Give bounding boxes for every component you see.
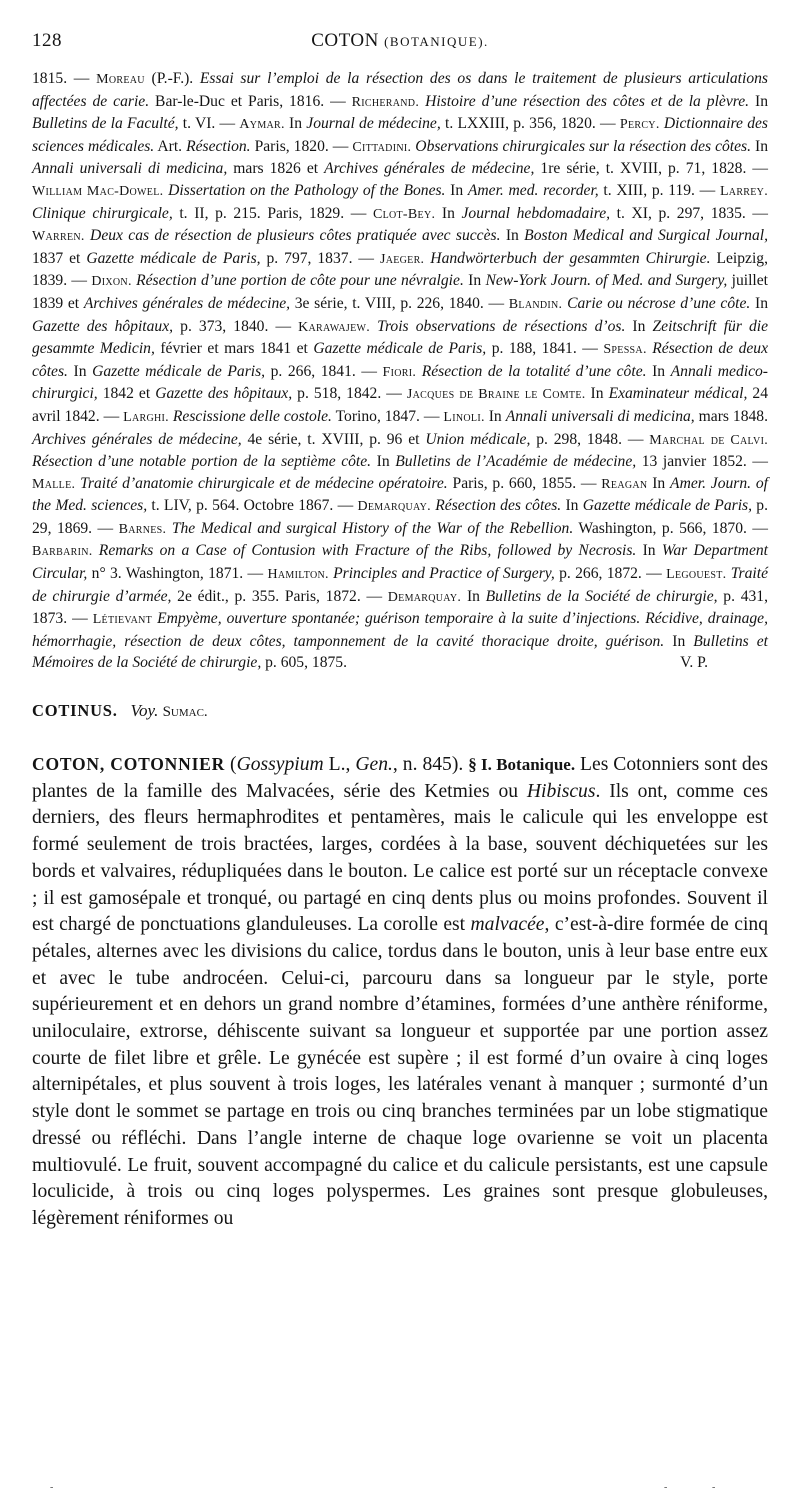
- print-mark: -: [712, 1482, 716, 1493]
- article-body: [32, 751, 768, 1233]
- bib-title: Deux cas de résection de plusieurs côtes pratiquée avec succès.: [84, 227, 501, 245]
- bib-author: William Mac-Dowel.: [32, 183, 164, 199]
- bib-text: mars 1826 et: [227, 160, 325, 178]
- bib-title: Union médicale,: [425, 430, 531, 448]
- bib-author: Linoli.: [443, 409, 485, 425]
- bib-title: Annali universali di medicina,: [505, 407, 695, 425]
- bib-text: In: [500, 227, 525, 245]
- bib-author: Spessa.: [603, 342, 647, 358]
- bib-title: Gazette des hôpitaux,: [32, 317, 174, 335]
- bib-title: Empyème, ouverture spontanée; guérison temporaire à la suite d’injections. Récidive, drainage, hémorrhagie, résection de deux côtes, tamponnement de la cavité thoracique droite, guérison.: [32, 610, 769, 650]
- bib-author: Legouest.: [666, 567, 727, 583]
- bib-text: Paris, 1820. —: [250, 137, 353, 155]
- bib-text: In: [664, 632, 694, 650]
- bib-title: Amer. med. recorder,: [467, 181, 599, 199]
- section-title: § I. Botanique.: [468, 755, 576, 775]
- bib-title: Examinateur médical,: [608, 385, 748, 403]
- bib-text: 2e édit., p. 355. Paris, 1872. —: [171, 587, 388, 605]
- bib-text: t. XIII, p. 119. —: [598, 181, 720, 199]
- bib-title: Gazette médicale de Paris,: [92, 362, 266, 380]
- bib-title: Traité de chirurgie d’armée,: [32, 565, 769, 605]
- bib-text: 3e série, t. VIII, p. 226, 1840. —: [290, 294, 509, 312]
- bib-title: War Department Circular,: [32, 542, 768, 583]
- bib-text: In: [284, 115, 307, 133]
- bib-author: Jaeger.: [379, 251, 425, 267]
- bib-title: Résection de la totalité d’une côte.: [416, 362, 647, 380]
- bib-title: Histoire d’une résection des côtes et de la plèvre.: [419, 92, 750, 110]
- body-text: Les Cotonniers sont des plantes de la famille des Malvacées, série des Ketmies ou: [32, 754, 768, 802]
- bib-title: Archives générales de médecine,: [324, 160, 535, 178]
- bib-title: Archives générales de médecine,: [32, 430, 242, 448]
- bib-text: Art.: [154, 137, 187, 155]
- bib-text: t. LXXIII, p. 356, 1820. —: [440, 115, 620, 133]
- running-head: [32, 30, 768, 52]
- bib-title: Annali universali di medicina,: [32, 160, 228, 178]
- print-mark: -: [50, 1482, 54, 1493]
- bib-author: Richerand.: [351, 94, 420, 110]
- genus-name: Hibiscus: [526, 780, 596, 802]
- bib-text: In: [484, 407, 506, 425]
- running-title: COTON: [311, 30, 379, 51]
- bib-text: In: [463, 272, 486, 290]
- page-footer-marks: [32, 1482, 768, 1494]
- bib-author: Hamilton.: [267, 567, 329, 583]
- bib-text: 24 avril 1842. —: [32, 385, 769, 425]
- bib-text: t. VI. —: [178, 115, 240, 133]
- bib-author: Fiori.: [382, 364, 417, 380]
- bib-text: p. 266, 1872. —: [554, 565, 667, 583]
- bib-text: p. 373, 1840. —: [173, 317, 299, 335]
- bib-text: In: [647, 474, 671, 492]
- bib-text: p. 431, 1873. —: [32, 587, 768, 628]
- bib-text: In: [561, 497, 583, 515]
- bib-text: p. 29, 1869. —: [32, 497, 768, 537]
- bib-text: Paris, p. 660, 1855. —: [447, 474, 602, 492]
- bib-title: Amer. Journ. of the Med. sciences,: [32, 474, 769, 515]
- bib-author: Moreau: [96, 72, 145, 87]
- bib-author: Warren.: [32, 229, 85, 245]
- bib-author: Jacques de Braine le Comte.: [406, 387, 586, 403]
- bib-text: p. 266, 1841. —: [265, 362, 383, 380]
- bib-text: t. LIV, p. 564. Octobre 1867. —: [147, 497, 358, 515]
- bib-title: Essai sur l’emploi de la résection des os dans le traitement de plusieurs articulations affectées de carie.: [32, 70, 768, 110]
- bib-title: Gazette médicale de Paris,: [86, 249, 261, 267]
- bibliography-block: [32, 68, 768, 674]
- bib-text: (P.-F.).: [144, 70, 200, 87]
- bib-author: Barbarin.: [32, 544, 93, 560]
- body-text: . Ils ont, comme ces derniers, des fleurs hermaphrodites et pentamères, mais le calicule qui les enveloppe est formé seulement de trois bractées, larges, cordées à la base, souvent déchiquetées sur les bords et valvaires, rédupliquées dans le bouton. Le calice est porté sur un réceptacle convexe ; il est gamosépale et tronqué, ou partagé en cinq dents plus ou moins profondes. Souvent il est chargé de ponctuations glanduleuses. La corolle est: [32, 780, 768, 936]
- emphasis-term: malvacée: [470, 914, 545, 936]
- bib-author: Percy.: [619, 117, 660, 133]
- bib-title: Handwörterbuch der gesammten Chirurgie.: [424, 249, 711, 267]
- bib-author: Clot-Bey.: [372, 206, 436, 222]
- bib-text: In: [67, 362, 93, 380]
- bib-title: Résection de deux côtes.: [32, 340, 769, 380]
- bib-author: Aymar.: [239, 117, 285, 133]
- bib-text: p. 605, 1875.: [261, 654, 347, 672]
- bib-author: Malle.: [32, 476, 76, 492]
- bib-text: t. II, p. 215. Paris, 1829. —: [172, 204, 373, 222]
- cross-reference-target: Sumac.: [162, 704, 208, 721]
- bib-title: Clinique chirurgicale,: [32, 204, 173, 222]
- bib-text: p. 298, 1848. —: [530, 430, 650, 448]
- body-text: , n. 845).: [392, 754, 469, 776]
- bib-text: Bar-le-Duc et Paris, 1816. —: [149, 92, 352, 110]
- bib-title: Journal hebdomadaire,: [461, 204, 611, 222]
- body-text: (: [225, 754, 237, 776]
- bib-text: Washington, p. 566, 1870. —: [573, 519, 768, 537]
- bib-text: 1815. —: [32, 70, 97, 87]
- cross-reference-label: Voy.: [130, 701, 159, 721]
- bib-title: Résection des côtes.: [430, 497, 562, 515]
- bib-text: février et mars 1841 et: [154, 340, 314, 358]
- bib-title: Bulletins de la Société de chirurgie,: [485, 587, 718, 605]
- cross-reference-entry: [32, 700, 768, 723]
- bib-text: mars 1848.: [694, 407, 768, 425]
- bib-title: Carie ou nécrose d’une côte.: [562, 294, 751, 312]
- genus-name: Gossypium: [236, 754, 324, 776]
- bib-text: Torino, 1847. —: [331, 407, 444, 425]
- bib-title: Bulletins de la Faculté,: [32, 115, 179, 133]
- bib-author: Larghi.: [123, 409, 169, 425]
- author-signature: V. P.: [680, 654, 708, 672]
- bib-text: 4e série, t. XVIII, p. 96 et: [241, 430, 426, 448]
- bib-author: Marchal de Calvi.: [649, 432, 769, 448]
- bib-title: Archives générales de médecine,: [83, 294, 291, 312]
- bib-text: In: [749, 92, 768, 110]
- bib-title: Zeitschrift für die gesammte Medicin,: [32, 317, 769, 358]
- bib-author: Larrey.: [719, 183, 768, 199]
- body-text: L.,: [323, 754, 356, 776]
- bib-title: Gazette médicale de Paris,: [582, 497, 752, 515]
- bib-title: Bulletins de l’Académie de médecine,: [395, 453, 637, 471]
- bib-title: Bulletins et Mémoires de la Société de chirurgie,: [32, 632, 768, 672]
- bib-text: In: [636, 542, 662, 560]
- print-mark: -: [664, 1482, 668, 1493]
- bib-text: juillet 1839 et: [32, 272, 769, 312]
- entry-headword: COTON, COTONNIER: [32, 754, 226, 775]
- bib-text: p. 188, 1841. —: [486, 340, 604, 358]
- bib-title: New-York Journ. of Med. and Surgery,: [485, 272, 728, 290]
- bib-text: 1re série, t. XVIII, p. 71, 1828. —: [534, 160, 768, 178]
- bib-title: Trois observations de résections d’os.: [370, 317, 626, 335]
- bib-author: Dixon.: [91, 274, 132, 290]
- bib-author: Demarquay.: [387, 589, 462, 605]
- bib-text: 1842 et: [97, 385, 156, 403]
- bib-author: Barnes.: [118, 521, 167, 537]
- bib-title: Gazette médicale de Paris,: [313, 340, 487, 358]
- bib-author: Létievant: [92, 612, 153, 628]
- bib-text: 1837 et: [32, 249, 87, 267]
- document-page: [32, 26, 768, 1233]
- bib-title: Rescissione delle costole.: [168, 407, 332, 425]
- bib-author: Karawajew.: [298, 319, 371, 335]
- page-number: 128: [32, 30, 62, 51]
- bib-author: Demarquay.: [357, 499, 431, 515]
- bib-title: Gazette des hôpitaux,: [155, 385, 293, 403]
- bib-title: Observations chirurgicales sur la résection des côtes.: [411, 137, 752, 155]
- bib-title: Remarks on a Case of Contusion with Fracture of the Ribs, followed by Necrosis.: [92, 542, 637, 560]
- entry-headword: COTINUS.: [32, 701, 118, 721]
- bib-title: Résection d’une portion de côte pour une névralgie.: [131, 272, 464, 290]
- bib-title: Résection d’une notable portion de la septième côte.: [32, 453, 372, 471]
- bib-author: Blandin.: [508, 296, 563, 312]
- bib-title: Boston Medical and Surgical Journal,: [524, 227, 768, 245]
- reference-abbrev: Gen.: [355, 754, 393, 776]
- bib-text: In: [751, 137, 769, 155]
- bib-title: Dictionnaire des sciences médicales.: [32, 115, 768, 155]
- bib-title: Traité d’anatomie chirurgicale et de médecine opératoire.: [75, 474, 448, 492]
- bib-text: In: [461, 587, 486, 605]
- running-subtitle: (BOTANIQUE).: [384, 34, 489, 49]
- body-text: , c’est-à-dire formée de cinq pétales, alternes avec les divisions du calice, tordus dans le bouton, unis à leur base entre eux et avec le tube androcéen. Celui-ci, parcouru dans sa longueur par le style, porte supérieurement et en dehors un grand nombre d’étamines, formées d’une anthère réniforme, uniloculaire, extrorse, déhiscente suivant sa longueur et supportée par une portion assez courte de filet libre et grêle. Le gynécée est supère ; il est formé d’un ovaire à cinq loges alternipétales, et plus souvent à trois loges, les latérales venant à manquer ; surmonté d’un style dont le sommet se partage en trois ou cinq branches terminées par un lobe stigmatique dressé ou réfléchi. Dans l’angle interne de chaque loge ovarienne se voit un placenta multiovulé. Le fruit, souvent accompagné du calice et du calicule persistants, est une capsule loculicide, à trois ou cinq loges polyspermes. Les graines sont presque globuleuses, légèrement réniformes ou: [32, 914, 768, 1229]
- bib-title: Dissertation on the Pathology of the Bones.: [163, 181, 446, 199]
- bib-text: In: [646, 362, 671, 380]
- bib-title: Annali medico-chirurgici,: [32, 362, 768, 403]
- bib-text: In: [750, 294, 768, 312]
- bib-title: Principles and Practice of Surgery,: [328, 565, 555, 583]
- bib-text: In: [625, 317, 653, 335]
- bib-text: 13 janvier 1852. —: [636, 453, 768, 471]
- bib-text: p. 797, 1837. —: [260, 249, 380, 267]
- bib-author: Cittadini.: [352, 139, 412, 155]
- bib-text: In: [435, 204, 462, 222]
- bib-text: Leipzig, 1839. —: [32, 249, 768, 290]
- bib-text: In: [585, 385, 609, 403]
- page-header: [32, 26, 768, 56]
- bib-text: n° 3. Washington, 1871. —: [87, 565, 268, 583]
- bib-text: t. XI, p. 297, 1835. —: [610, 204, 768, 222]
- bib-title: Journal de médecine,: [306, 115, 441, 133]
- bib-text: In: [445, 181, 468, 199]
- bib-text: In: [371, 453, 396, 471]
- bib-text: p. 518, 1842. —: [292, 385, 407, 403]
- bib-title: Résection.: [186, 137, 251, 155]
- bib-title: The Medical and surgical History of the War of the Rebellion.: [166, 519, 574, 537]
- bib-author: Reagan: [601, 476, 648, 492]
